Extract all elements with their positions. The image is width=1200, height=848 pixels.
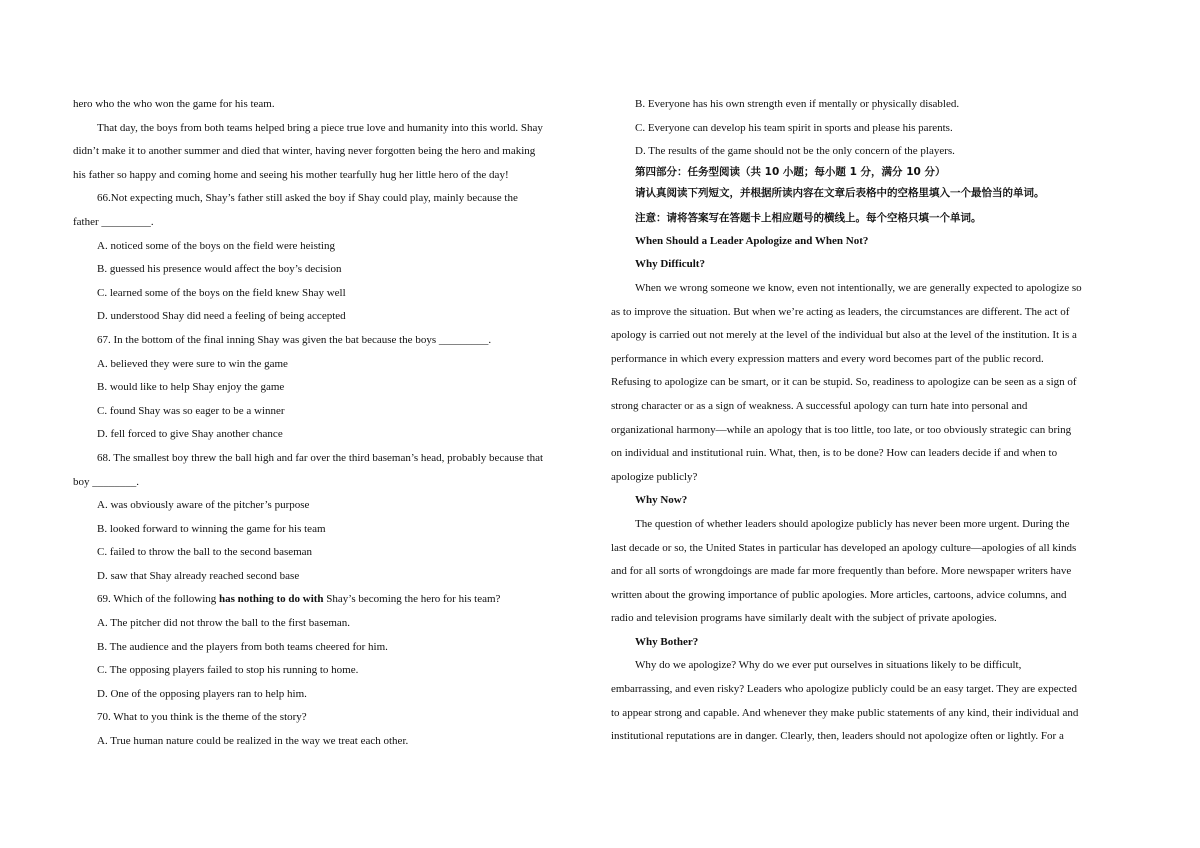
text-line: performance in which every expression matters and every word becomes part of the public record. bbox=[611, 352, 1044, 365]
text-line: Why Difficult? bbox=[635, 258, 705, 271]
text-line: boy ________. bbox=[73, 475, 139, 488]
text-line: B. guessed his presence would affect the boy’s decision bbox=[97, 263, 342, 276]
text-line: strong character or as a sign of weakness. A successful apology can turn hate into personal and bbox=[611, 399, 1028, 412]
text-line: A. was obviously aware of the pitcher’s purpose bbox=[97, 499, 310, 512]
bold-emphasis: has nothing to do with bbox=[219, 593, 324, 606]
text-line: Why Bother? bbox=[635, 635, 699, 648]
text-line: institutional reputations are in danger. Clearly, then, leaders should not apologize often or lightly. For a bbox=[611, 730, 1064, 743]
text-line: 请认真阅读下列短文，并根据所读内容在文章后表格中的空格里填入一个最恰当的单词。 bbox=[635, 186, 1045, 199]
text-line: father _________. bbox=[73, 215, 154, 228]
left-column bbox=[73, 93, 590, 754]
text-line: B. would like to help Shay enjoy the game bbox=[97, 381, 285, 394]
text-line: A. noticed some of the boys on the field were heisting bbox=[97, 239, 335, 252]
right-column bbox=[611, 93, 1128, 749]
text-line: C. Everyone can develop his team spirit in sports and please his parents. bbox=[635, 121, 953, 134]
text-line: apologize publicly? bbox=[611, 470, 698, 483]
text-line: Why do we apologize? Why do we ever put ourselves in situations likely to be difficult, bbox=[635, 659, 1022, 672]
text-line: 66.Not expecting much, Shay’s father still asked the boy if Shay could play, mainly because the bbox=[97, 192, 518, 205]
text-line: C. failed to throw the ball to the second baseman bbox=[97, 546, 313, 559]
text-line: embarrassing, and even risky? Leaders who apologize publicly could be an easy target. They are expected bbox=[611, 683, 1077, 696]
text-line: D. fell forced to give Shay another chance bbox=[97, 428, 283, 441]
text-line: last decade or so, the United States in particular has developed an apology culture—apologies of all kinds bbox=[611, 541, 1077, 554]
text-line: B. Everyone has his own strength even if mentally or physically disabled. bbox=[635, 98, 960, 110]
text-line: Refusing to apologize can be smart, or it can be stupid. So, readiness to apologize can be seen as a sign of bbox=[611, 376, 1077, 389]
text-line: C. The opposing players failed to stop his running to home. bbox=[97, 664, 359, 677]
text-line: A. believed they were sure to win the game bbox=[97, 357, 288, 370]
text-segment: 69. Which of the following bbox=[97, 593, 219, 606]
text-line: to appear strong and capable. And whenever they make public statements of any kind, their individual and bbox=[611, 706, 1079, 719]
text-line: 第四部分：任务型阅读（共 10 小题；每小题 1 分，满分 10 分） bbox=[635, 165, 946, 178]
text-line: D. One of the opposing players ran to help him. bbox=[97, 687, 307, 700]
text-line: radio and television programs have similarly dealt with the subject of private apologies. bbox=[611, 612, 997, 625]
text-line: his father so happy and coming home and seeing his mother tearfully hug her little hero of the day! bbox=[73, 168, 509, 181]
text-line: When we wrong someone we know, even not intentionally, we are generally expected to apologize so bbox=[635, 281, 1082, 294]
text-line: Why Now? bbox=[635, 494, 688, 507]
text-line: and for all sorts of wrongdoings are made far more frequently than before. More newspaper writers have bbox=[611, 565, 1072, 578]
text-segment: Shay’s becoming the hero for his team? bbox=[323, 593, 501, 606]
text-line: D. understood Shay did need a feeling of being accepted bbox=[97, 310, 346, 323]
text-line: When Should a Leader Apologize and When Not? bbox=[635, 234, 869, 247]
text-line: C. learned some of the boys on the field knew Shay well bbox=[97, 286, 346, 299]
text-line: organizational harmony—while an apology that is too little, too late, or too obviously strategic can bring bbox=[611, 423, 1072, 436]
text-line: didn’t make it to another summer and died that winter, having never forgotten being the hero and making bbox=[73, 145, 536, 158]
text-line: hero who the who won the game for his team. bbox=[73, 98, 275, 110]
text-line: A. The pitcher did not throw the ball to the first baseman. bbox=[97, 617, 351, 630]
text-line: B. looked forward to winning the game for his team bbox=[97, 522, 326, 535]
text-line: The question of whether leaders should apologize publicly has never been more urgent. During the bbox=[635, 517, 1070, 530]
text-line: 注意：请将答案写在答题卡上相应题号的横线上。每个空格只填一个单词。 bbox=[635, 211, 982, 224]
text-line bbox=[73, 588, 590, 612]
text-line: D. saw that Shay already reached second base bbox=[97, 569, 300, 582]
text-line: written about the growing importance of public apologies. More articles, cartoons, advice columns, and bbox=[611, 588, 1067, 601]
text-line: 70. What to you think is the theme of the story? bbox=[97, 711, 307, 724]
text-line: D. The results of the game should not be the only concern of the players. bbox=[635, 145, 955, 158]
text-line: 67. In the bottom of the final inning Shay was given the bat because the boys _________. bbox=[97, 333, 492, 346]
text-line: apology is carried out not merely at the level of the individual but also at the level of the institution. It is a bbox=[611, 329, 1077, 342]
text-line: C. found Shay was so eager to be a winner bbox=[97, 404, 285, 417]
text-line: as to improve the situation. But when we’re acting as leaders, the circumstances are different. The act of bbox=[611, 305, 1070, 318]
text-line: on individual and institutional ruin. What, then, is to be done? How can leaders decide if and when to bbox=[611, 447, 1058, 460]
text-line: That day, the boys from both teams helped bring a piece true love and humanity into this world. Shay bbox=[97, 121, 543, 134]
text-line: A. True human nature could be realized in the way we treat each other. bbox=[97, 735, 409, 748]
text-line: B. The audience and the players from both teams cheered for him. bbox=[97, 640, 388, 653]
text-line: 68. The smallest boy threw the ball high and far over the third baseman’s head, probably because that bbox=[97, 451, 544, 464]
